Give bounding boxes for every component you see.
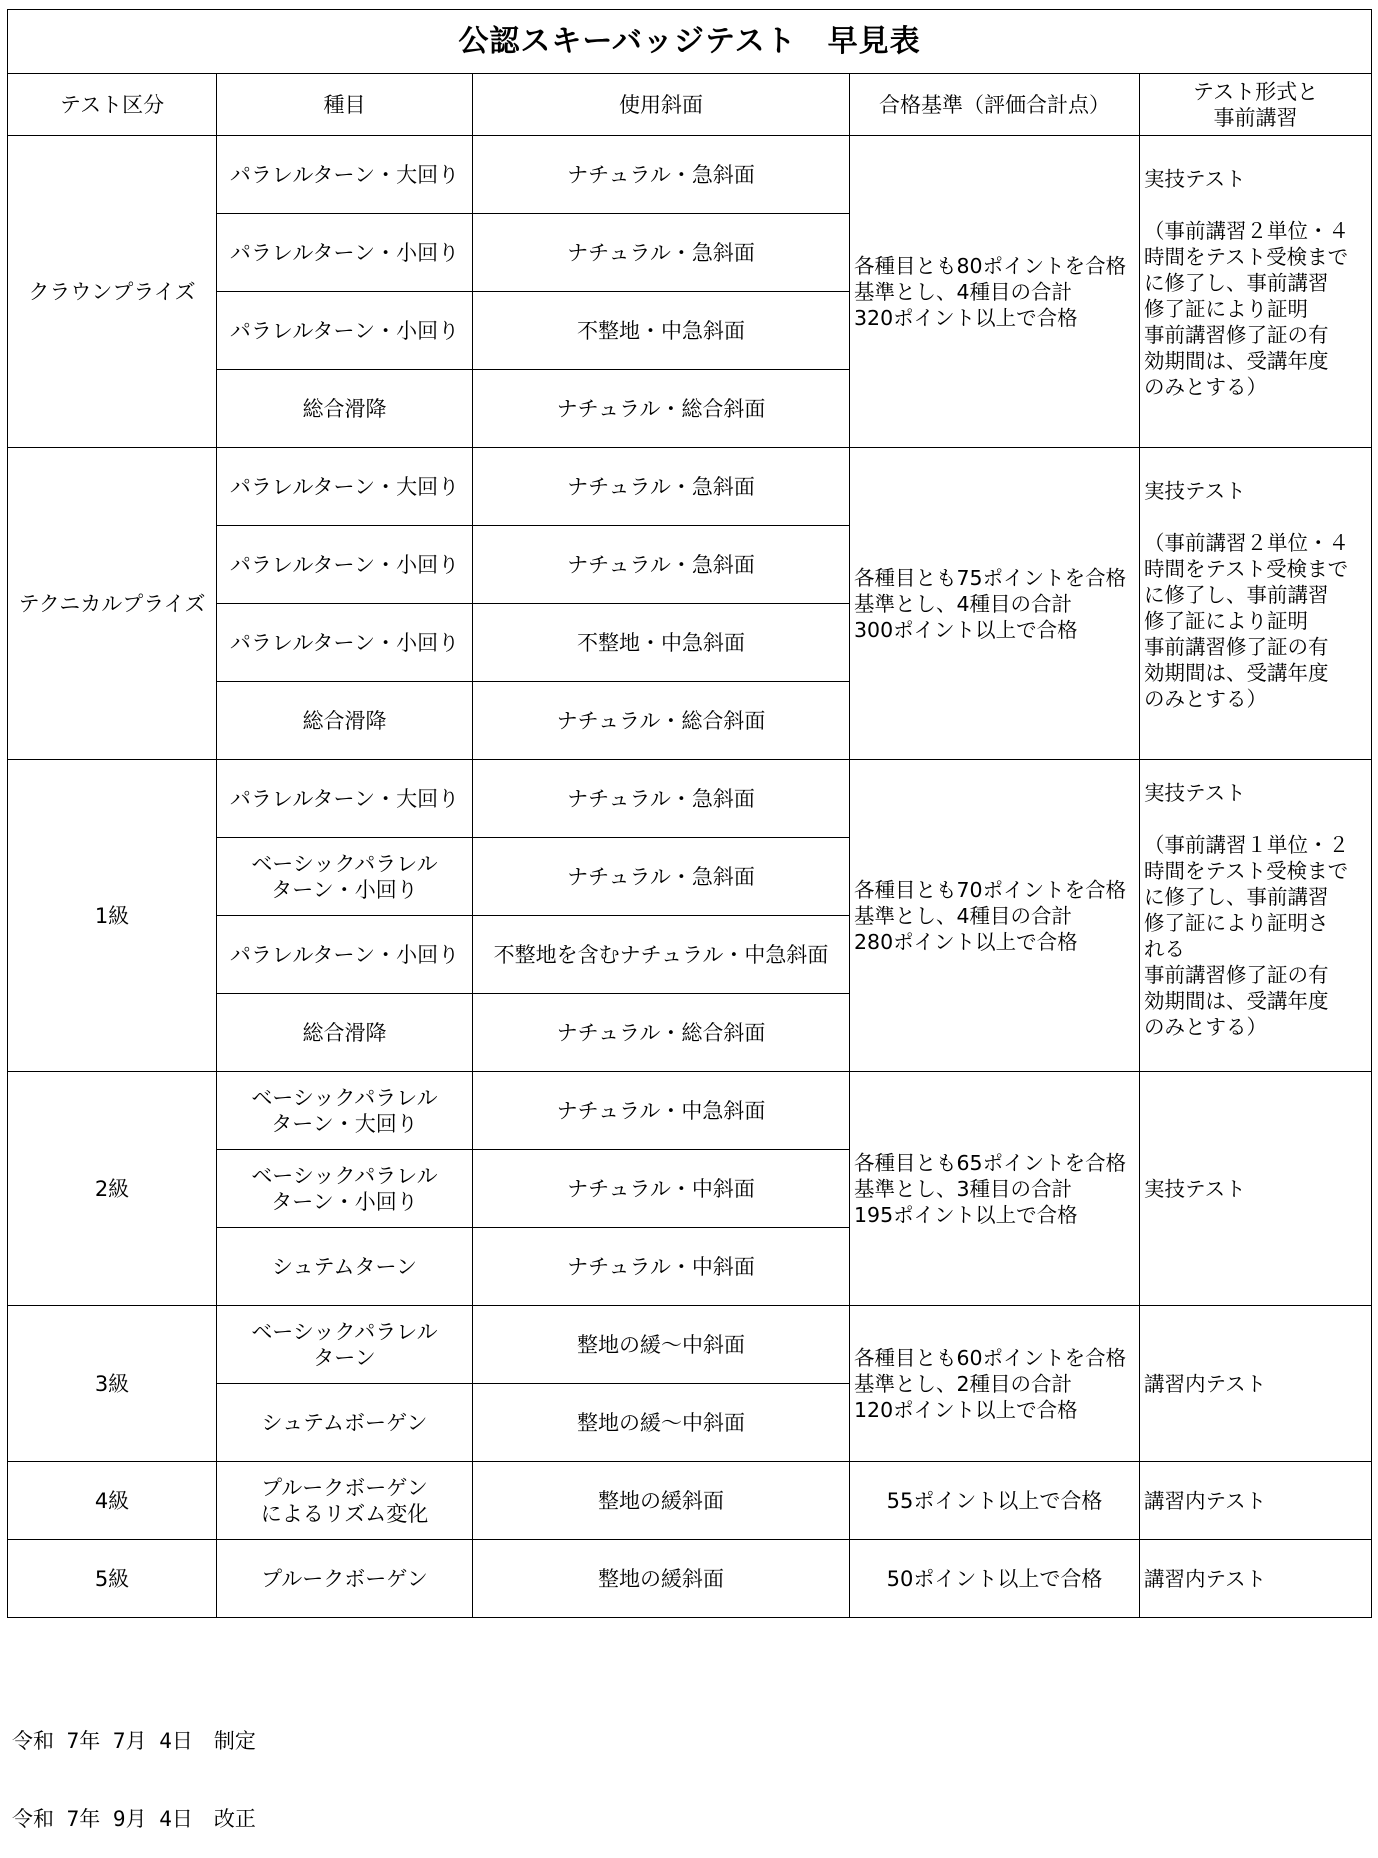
revision-footer (12, 1676, 256, 1858)
slope-cell: ナチュラル・中急斜面 (473, 1072, 850, 1150)
event-cell: プルークボーゲン (217, 1540, 473, 1618)
table-row (8, 136, 1372, 214)
criteria-cell: 各種目とも60ポイントを合格 基準とし、2種目の合計 120ポイント以上で合格 (850, 1306, 1140, 1462)
slope-cell: ナチュラル・急斜面 (473, 214, 850, 292)
slope-cell: ナチュラル・急斜面 (473, 448, 850, 526)
slope-cell: ナチュラル・中斜面 (473, 1228, 850, 1306)
event-cell: パラレルターン・小回り (217, 604, 473, 682)
category-cell: 3級 (8, 1306, 217, 1462)
slope-cell: ナチュラル・急斜面 (473, 760, 850, 838)
event-cell: パラレルターン・大回り (217, 136, 473, 214)
category-cell: 2級 (8, 1072, 217, 1306)
ski-badge-test-table (7, 9, 1372, 1618)
header-event: 種目 (217, 74, 473, 136)
slope-cell: 整地の緩～中斜面 (473, 1384, 850, 1462)
category-cell: 1級 (8, 760, 217, 1072)
header-test-category: テスト区分 (8, 74, 217, 136)
slope-cell: 整地の緩～中斜面 (473, 1306, 850, 1384)
event-cell: パラレルターン・小回り (217, 214, 473, 292)
format-cell: 実技テスト (1140, 1072, 1372, 1306)
slope-cell: ナチュラル・総合斜面 (473, 994, 850, 1072)
event-cell: パラレルターン・大回り (217, 448, 473, 526)
event-cell: パラレルターン・小回り (217, 916, 473, 994)
event-cell: パラレルターン・大回り (217, 760, 473, 838)
criteria-cell: 各種目とも70ポイントを合格 基準とし、4種目の合計 280ポイント以上で合格 (850, 760, 1140, 1072)
established-date: 令和 7年 7月 4日 制定 (12, 1729, 256, 1753)
format-cell: 講習内テスト (1140, 1462, 1372, 1540)
format-cell: 実技テスト （事前講習２単位・４ 時間をテスト受検まで に修了し、事前講習 修了証により証明 事前講習修了証の有 効期間は、受講年度 のみとする） (1140, 136, 1372, 448)
event-cell: 総合滑降 (217, 370, 473, 448)
slope-cell: ナチュラル・急斜面 (473, 838, 850, 916)
criteria-cell: 55ポイント以上で合格 (850, 1462, 1140, 1540)
slope-cell: 不整地・中急斜面 (473, 604, 850, 682)
category-cell: テクニカルプライズ (8, 448, 217, 760)
event-cell: プルークボーゲン によるリズム変化 (217, 1462, 473, 1540)
header-row (8, 74, 1372, 136)
event-cell: 総合滑降 (217, 682, 473, 760)
revised-date: 令和 7年 9月 4日 改正 (12, 1807, 256, 1831)
event-cell: シュテムターン (217, 1228, 473, 1306)
event-cell: ベーシックパラレル ターン・大回り (217, 1072, 473, 1150)
table-row (8, 1462, 1372, 1540)
format-cell: 実技テスト （事前講習２単位・４ 時間をテスト受検まで に修了し、事前講習 修了証により証明 事前講習修了証の有 効期間は、受講年度 のみとする） (1140, 448, 1372, 760)
slope-cell: ナチュラル・中斜面 (473, 1150, 850, 1228)
category-cell: 5級 (8, 1540, 217, 1618)
criteria-cell: 50ポイント以上で合格 (850, 1540, 1140, 1618)
header-slope: 使用斜面 (473, 74, 850, 136)
event-cell: ベーシックパラレル ターン・小回り (217, 838, 473, 916)
slope-cell: 不整地を含むナチュラル・中急斜面 (473, 916, 850, 994)
event-cell: ベーシックパラレル ターン・小回り (217, 1150, 473, 1228)
table-row (8, 1540, 1372, 1618)
slope-cell: ナチュラル・急斜面 (473, 526, 850, 604)
slope-cell: ナチュラル・総合斜面 (473, 682, 850, 760)
event-cell: 総合滑降 (217, 994, 473, 1072)
category-cell: 4級 (8, 1462, 217, 1540)
format-cell: 実技テスト （事前講習１単位・２ 時間をテスト受検まで に修了し、事前講習 修了証により証明さ れる 事前講習修了証の有 効期間は、受講年度 のみとする） (1140, 760, 1372, 1072)
slope-cell: ナチュラル・急斜面 (473, 136, 850, 214)
slope-cell: 整地の緩斜面 (473, 1540, 850, 1618)
format-cell: 講習内テスト (1140, 1540, 1372, 1618)
page-title: 公認スキーバッジテスト 早見表 (8, 10, 1372, 74)
slope-cell: 整地の緩斜面 (473, 1462, 850, 1540)
table-row (8, 1072, 1372, 1150)
header-criteria: 合格基準（評価合計点） (850, 74, 1140, 136)
event-cell: パラレルターン・小回り (217, 292, 473, 370)
slope-cell: ナチュラル・総合斜面 (473, 370, 850, 448)
criteria-cell: 各種目とも75ポイントを合格 基準とし、4種目の合計 300ポイント以上で合格 (850, 448, 1140, 760)
table-row (8, 448, 1372, 526)
event-cell: シュテムボーゲン (217, 1384, 473, 1462)
slope-cell: 不整地・中急斜面 (473, 292, 850, 370)
criteria-cell: 各種目とも80ポイントを合格 基準とし、4種目の合計 320ポイント以上で合格 (850, 136, 1140, 448)
event-cell: パラレルターン・小回り (217, 526, 473, 604)
criteria-cell: 各種目とも65ポイントを合格 基準とし、3種目の合計 195ポイント以上で合格 (850, 1072, 1140, 1306)
table-row (8, 760, 1372, 838)
header-format: テスト形式と 事前講習 (1140, 74, 1372, 136)
event-cell: ベーシックパラレル ターン (217, 1306, 473, 1384)
table-row (8, 1306, 1372, 1384)
category-cell: クラウンプライズ (8, 136, 217, 448)
format-cell: 講習内テスト (1140, 1306, 1372, 1462)
